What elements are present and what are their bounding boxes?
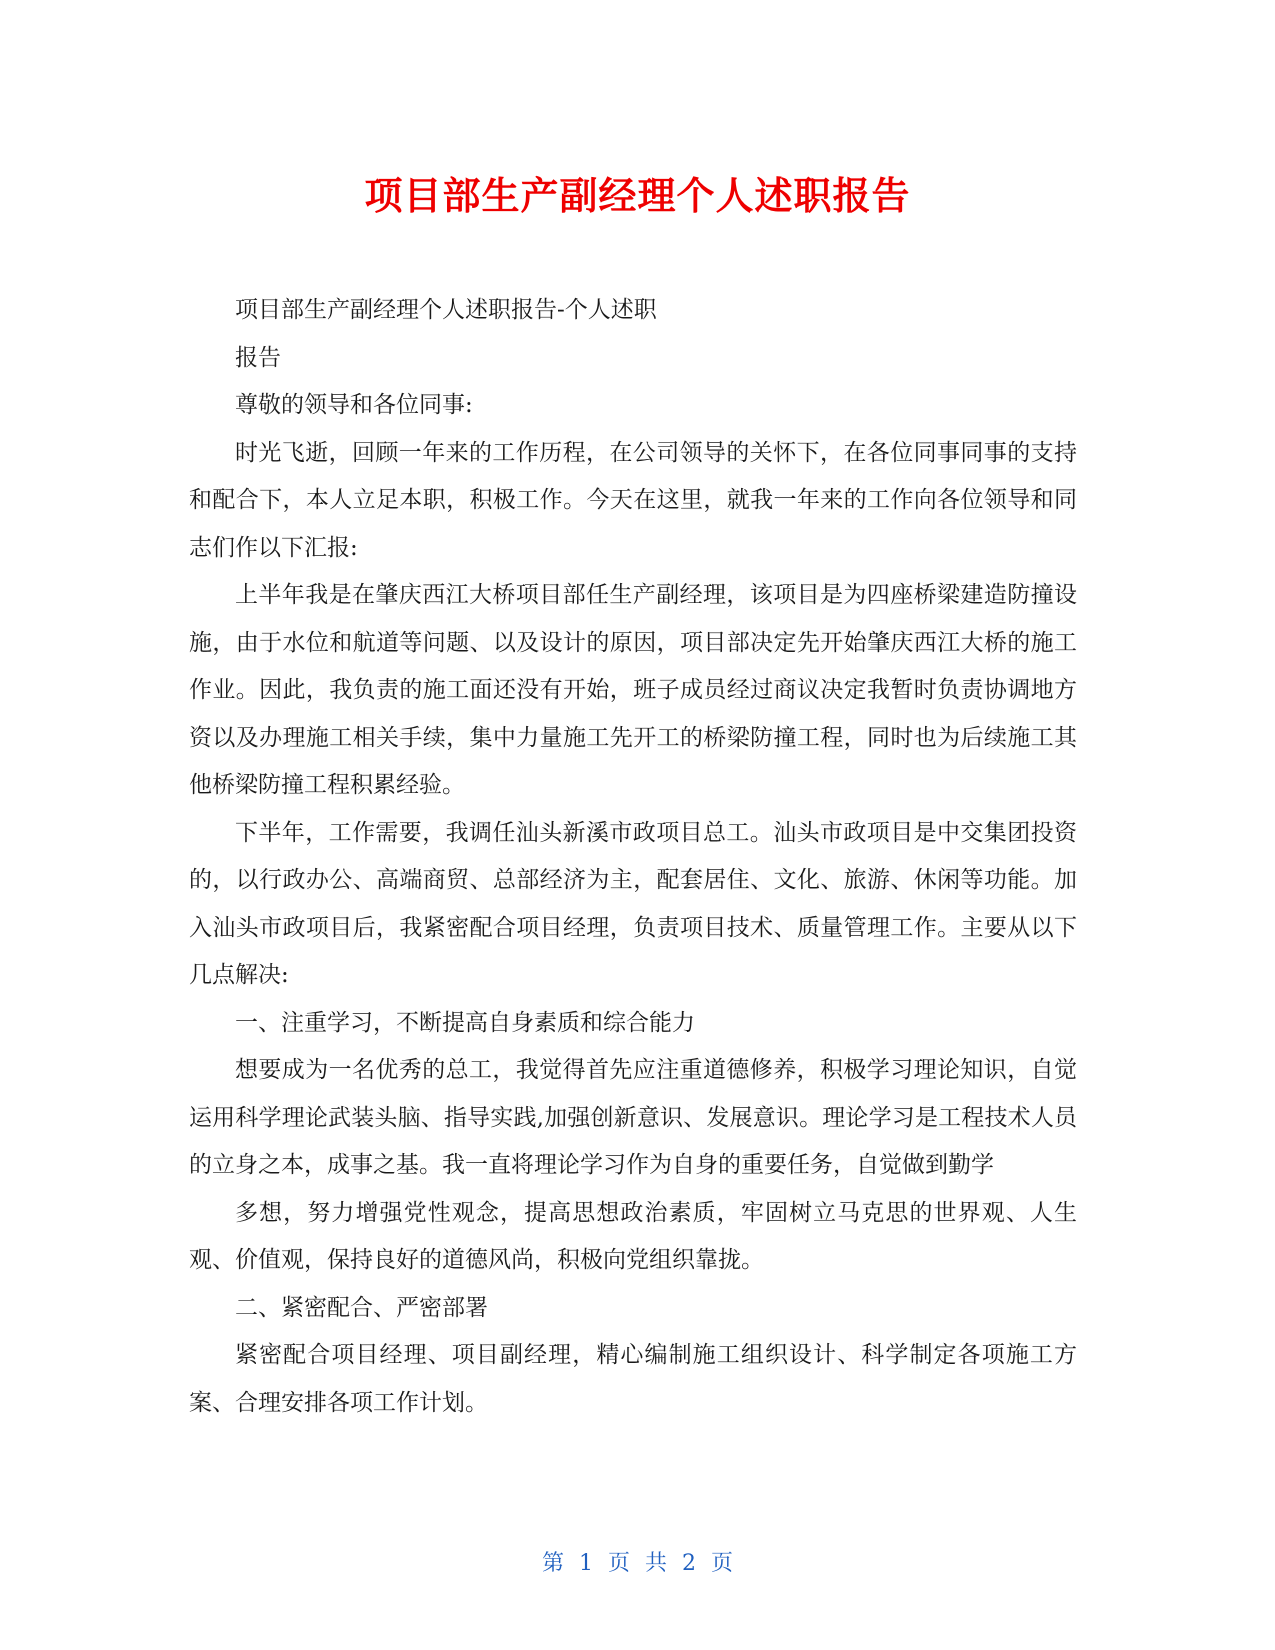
document-title: 项目部生产副经理个人述职报告 bbox=[364, 174, 911, 218]
paragraph-subtitle: 项目部生产副经理个人述职报告-个人述职 bbox=[235, 297, 657, 323]
section-heading-2: 二、紧密配合、严密部署 bbox=[235, 1294, 488, 1321]
paragraph-study: 想要成为一名优秀的总工，我觉得首先应注重道德修养，积极学习理论知识，自觉运用科学理论武装头脑、指导实践,加强创新意识、发展意识。理论学习是工程技术人员的立身之本，成事之基。我一直将理论学习作为自身的重要任务，自觉做到勤学 bbox=[189, 1057, 1077, 1178]
section-heading-1: 一、注重学习，不断提高自身素质和综合能力 bbox=[235, 1009, 695, 1036]
paragraph-study-cont: 多想，努力增强党性观念，提高思想政治素质，牢固树立马克思的世界观、人生观、价值观，保持良好的道德风尚，积极向党组织靠拢。 bbox=[189, 1199, 1077, 1273]
paragraph-cooperation: 紧密配合项目经理、项目副经理，精心编制施工组织设计、科学制定各项施工方案、合理安排各项工作计划。 bbox=[189, 1342, 1077, 1416]
paragraph-greeting: 尊敬的领导和各位同事: bbox=[235, 392, 473, 418]
paragraph-intro: 时光飞逝，回顾一年来的工作历程，在公司领导的关怀下，在各位同事同事的支持和配合下，本人立足本职，积极工作。今天在这里，就我一年来的工作向各位领导和同志们作以下汇报: bbox=[189, 439, 1077, 561]
paragraph-second-half: 下半年，工作需要，我调任汕头新溪市政项目总工。汕头市政项目是中交集团投资的，以行政办公、高端商贸、总部经济为主，配套居住、文化、旅游、休闲等功能。加入汕头市政项目后，我紧密配合项目经理，负责项目技术、质量管理工作。主要从以下几点解决: bbox=[189, 819, 1077, 988]
paragraph-subtitle-cont: 报告 bbox=[235, 344, 281, 371]
document-body bbox=[189, 287, 1077, 1427]
page-number-footer: 第 1 页 共 2 页 bbox=[542, 1551, 733, 1576]
paragraph-first-half: 上半年我是在肇庆西江大桥项目部任生产副经理，该项目是为四座桥梁建造防撞设施，由于水位和航道等问题、以及设计的原因，项目部决定先开始肇庆西江大桥的施工作业。因此，我负责的施工面还没有开始，班子成员经过商议决定我暂时负责协调地方资以及办理施工相关手续，集中力量施工先开工的桥梁防撞工程，同时也为后续施工其他桥梁防撞工程积累经验。 bbox=[189, 582, 1077, 798]
